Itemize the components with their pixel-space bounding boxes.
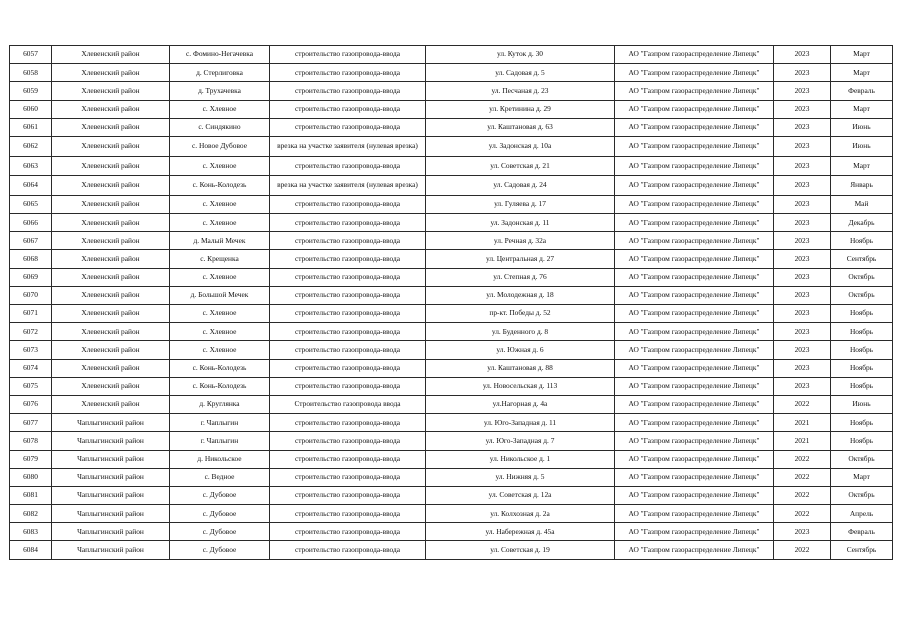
organization-cell: АО "Газпром газораспределение Липецк" — [615, 232, 774, 250]
district-cell: Хлевенский район — [52, 341, 170, 359]
settlement-cell: с. Хлевное — [170, 195, 270, 213]
organization-cell: АО "Газпром газораспределение Липецк" — [615, 541, 774, 559]
month-cell: Ноябрь — [831, 359, 893, 377]
year-cell: 2022 — [774, 505, 831, 523]
table-row — [10, 323, 893, 341]
table-row — [10, 450, 893, 468]
year-cell: 2023 — [774, 341, 831, 359]
address-cell: ул. Советская д. 21 — [426, 157, 615, 175]
table-row — [10, 541, 893, 559]
row-number-cell: 6063 — [10, 157, 52, 175]
address-cell: ул. Садовая д. 24 — [426, 175, 615, 195]
settlement-cell: с. Хлевное — [170, 268, 270, 286]
work-type-cell: строительство газопровода-ввода — [270, 64, 426, 82]
month-cell: Октябрь — [831, 450, 893, 468]
year-cell: 2023 — [774, 232, 831, 250]
address-cell: ул.Нагорная д. 4а — [426, 395, 615, 413]
month-cell: Май — [831, 195, 893, 213]
district-cell: Хлевенский район — [52, 214, 170, 232]
month-cell: Июнь — [831, 118, 893, 136]
row-number-cell: 6060 — [10, 100, 52, 118]
gasification-table — [9, 45, 893, 560]
address-cell: ул. Песчаная д. 23 — [426, 82, 615, 100]
address-cell: ул. Речная д. 32а — [426, 232, 615, 250]
district-cell: Чаплыгинский район — [52, 432, 170, 450]
district-cell: Чаплыгинский район — [52, 450, 170, 468]
organization-cell: АО "Газпром газораспределение Липецк" — [615, 286, 774, 304]
row-number-cell: 6081 — [10, 486, 52, 504]
work-type-cell: строительство газопровода-ввода — [270, 118, 426, 136]
table-row — [10, 359, 893, 377]
address-cell: ул. Каштановая д. 88 — [426, 359, 615, 377]
district-cell: Чаплыгинский район — [52, 468, 170, 486]
year-cell: 2023 — [774, 136, 831, 156]
organization-cell: АО "Газпром газораспределение Липецк" — [615, 359, 774, 377]
year-cell: 2023 — [774, 118, 831, 136]
table-row — [10, 468, 893, 486]
settlement-cell: г. Чаплыгин — [170, 432, 270, 450]
year-cell: 2023 — [774, 157, 831, 175]
settlement-cell: д. Стерлиговка — [170, 64, 270, 82]
year-cell: 2022 — [774, 395, 831, 413]
organization-cell: АО "Газпром газораспределение Липецк" — [615, 486, 774, 504]
organization-cell: АО "Газпром газораспределение Липецк" — [615, 268, 774, 286]
district-cell: Чаплыгинский район — [52, 414, 170, 432]
district-cell: Чаплыгинский район — [52, 505, 170, 523]
settlement-cell: с. Хлевное — [170, 341, 270, 359]
row-number-cell: 6073 — [10, 341, 52, 359]
month-cell: Сентябрь — [831, 541, 893, 559]
settlement-cell: с. Конь-Колодезь — [170, 359, 270, 377]
work-type-cell: строительство газопровода-ввода — [270, 232, 426, 250]
year-cell: 2021 — [774, 432, 831, 450]
work-type-cell: строительство газопровода-ввода — [270, 505, 426, 523]
table-row — [10, 100, 893, 118]
month-cell: Январь — [831, 175, 893, 195]
work-type-cell: строительство газопровода-ввода — [270, 523, 426, 541]
address-cell: ул. Колхозная д. 2а — [426, 505, 615, 523]
month-cell: Ноябрь — [831, 377, 893, 395]
year-cell: 2022 — [774, 486, 831, 504]
address-cell: ул. Советская д. 19 — [426, 541, 615, 559]
month-cell: Июнь — [831, 136, 893, 156]
settlement-cell: с. Хлевное — [170, 157, 270, 175]
table-row — [10, 232, 893, 250]
organization-cell: АО "Газпром газораспределение Липецк" — [615, 118, 774, 136]
row-number-cell: 6068 — [10, 250, 52, 268]
month-cell: Июнь — [831, 395, 893, 413]
district-cell: Хлевенский район — [52, 305, 170, 323]
year-cell: 2023 — [774, 268, 831, 286]
row-number-cell: 6084 — [10, 541, 52, 559]
settlement-cell: с. Хлевное — [170, 305, 270, 323]
work-type-cell: врезка на участке заявителя (нулевая врезка) — [270, 136, 426, 156]
organization-cell: АО "Газпром газораспределение Липецк" — [615, 414, 774, 432]
address-cell: ул. Каштановая д. 63 — [426, 118, 615, 136]
work-type-cell: Строительство газопровода ввода — [270, 395, 426, 413]
month-cell: Февраль — [831, 523, 893, 541]
month-cell: Ноябрь — [831, 305, 893, 323]
address-cell: ул. Куток д. 30 — [426, 46, 615, 64]
district-cell: Хлевенский район — [52, 118, 170, 136]
organization-cell: АО "Газпром газораспределение Липецк" — [615, 157, 774, 175]
table-row — [10, 136, 893, 156]
work-type-cell: строительство газопровода-ввода — [270, 195, 426, 213]
row-number-cell: 6065 — [10, 195, 52, 213]
row-number-cell: 6066 — [10, 214, 52, 232]
work-type-cell: строительство газопровода-ввода — [270, 323, 426, 341]
month-cell: Март — [831, 157, 893, 175]
year-cell: 2023 — [774, 359, 831, 377]
organization-cell: АО "Газпром газораспределение Липецк" — [615, 395, 774, 413]
settlement-cell: д. Трухачевка — [170, 82, 270, 100]
settlement-cell: с. Новое Дубовое — [170, 136, 270, 156]
year-cell: 2023 — [774, 523, 831, 541]
settlement-cell: д. Большой Мечек — [170, 286, 270, 304]
district-cell: Хлевенский район — [52, 250, 170, 268]
row-number-cell: 6058 — [10, 64, 52, 82]
district-cell: Чаплыгинский район — [52, 523, 170, 541]
district-cell: Хлевенский район — [52, 359, 170, 377]
row-number-cell: 6071 — [10, 305, 52, 323]
year-cell: 2023 — [774, 305, 831, 323]
work-type-cell: строительство газопровода-ввода — [270, 341, 426, 359]
work-type-cell: строительство газопровода-ввода — [270, 468, 426, 486]
district-cell: Чаплыгинский район — [52, 486, 170, 504]
work-type-cell: строительство газопровода-ввода — [270, 268, 426, 286]
year-cell: 2023 — [774, 250, 831, 268]
row-number-cell: 6078 — [10, 432, 52, 450]
address-cell: ул. Никольское д. 1 — [426, 450, 615, 468]
month-cell: Март — [831, 468, 893, 486]
table-row — [10, 432, 893, 450]
address-cell: ул. Задонская д. 11 — [426, 214, 615, 232]
district-cell: Хлевенский район — [52, 286, 170, 304]
address-cell: ул. Юго-Западная д. 7 — [426, 432, 615, 450]
row-number-cell: 6080 — [10, 468, 52, 486]
address-cell: ул. Буденного д. 8 — [426, 323, 615, 341]
district-cell: Хлевенский район — [52, 64, 170, 82]
work-type-cell: строительство газопровода-ввода — [270, 432, 426, 450]
month-cell: Ноябрь — [831, 414, 893, 432]
district-cell: Хлевенский район — [52, 232, 170, 250]
year-cell: 2023 — [774, 64, 831, 82]
table-body — [10, 46, 893, 560]
district-cell: Хлевенский район — [52, 46, 170, 64]
address-cell: ул. Юго-Западная д. 11 — [426, 414, 615, 432]
row-number-cell: 6061 — [10, 118, 52, 136]
settlement-cell: с. Дубовое — [170, 523, 270, 541]
table-row — [10, 82, 893, 100]
work-type-cell: врезка на участке заявителя (нулевая врезка) — [270, 175, 426, 195]
address-cell: пр-кт. Победы д. 52 — [426, 305, 615, 323]
district-cell: Хлевенский район — [52, 175, 170, 195]
settlement-cell: с. Дубовое — [170, 505, 270, 523]
year-cell: 2023 — [774, 46, 831, 64]
row-number-cell: 6059 — [10, 82, 52, 100]
row-number-cell: 6064 — [10, 175, 52, 195]
month-cell: Апрель — [831, 505, 893, 523]
address-cell: ул. Нижняя д. 5 — [426, 468, 615, 486]
organization-cell: АО "Газпром газораспределение Липецк" — [615, 305, 774, 323]
work-type-cell: строительство газопровода-ввода — [270, 359, 426, 377]
month-cell: Декабрь — [831, 214, 893, 232]
table-row — [10, 286, 893, 304]
organization-cell: АО "Газпром газораспределение Липецк" — [615, 432, 774, 450]
work-type-cell: строительство газопровода-ввода — [270, 157, 426, 175]
district-cell: Хлевенский район — [52, 136, 170, 156]
district-cell: Хлевенский район — [52, 82, 170, 100]
work-type-cell: строительство газопровода-ввода — [270, 414, 426, 432]
district-cell: Чаплыгинский район — [52, 541, 170, 559]
table-row — [10, 157, 893, 175]
address-cell: ул. Южная д. 6 — [426, 341, 615, 359]
address-cell: ул. Набережная д. 45а — [426, 523, 615, 541]
organization-cell: АО "Газпром газораспределение Липецк" — [615, 82, 774, 100]
address-cell: ул. Степная д. 76 — [426, 268, 615, 286]
table-row — [10, 64, 893, 82]
year-cell: 2022 — [774, 450, 831, 468]
settlement-cell: д. Малый Мечек — [170, 232, 270, 250]
organization-cell: АО "Газпром газораспределение Липецк" — [615, 468, 774, 486]
row-number-cell: 6076 — [10, 395, 52, 413]
organization-cell: АО "Газпром газораспределение Липецк" — [615, 195, 774, 213]
table-row — [10, 118, 893, 136]
table-row — [10, 46, 893, 64]
settlement-cell: с. Синдякино — [170, 118, 270, 136]
settlement-cell: с. Крещенка — [170, 250, 270, 268]
month-cell: Сентябрь — [831, 250, 893, 268]
year-cell: 2021 — [774, 414, 831, 432]
address-cell: ул. Центральная д. 27 — [426, 250, 615, 268]
month-cell: Ноябрь — [831, 232, 893, 250]
year-cell: 2022 — [774, 468, 831, 486]
table-row — [10, 505, 893, 523]
year-cell: 2023 — [774, 195, 831, 213]
row-number-cell: 6083 — [10, 523, 52, 541]
settlement-cell: с. Ведное — [170, 468, 270, 486]
month-cell: Ноябрь — [831, 323, 893, 341]
year-cell: 2023 — [774, 82, 831, 100]
address-cell: ул. Задонская д. 10а — [426, 136, 615, 156]
organization-cell: АО "Газпром газораспределение Липецк" — [615, 250, 774, 268]
settlement-cell: д. Никольское — [170, 450, 270, 468]
row-number-cell: 6077 — [10, 414, 52, 432]
table-row — [10, 195, 893, 213]
month-cell: Октябрь — [831, 286, 893, 304]
work-type-cell: строительство газопровода-ввода — [270, 377, 426, 395]
settlement-cell: с. Фомино-Негачевка — [170, 46, 270, 64]
organization-cell: АО "Газпром газораспределение Липецк" — [615, 46, 774, 64]
month-cell: Октябрь — [831, 486, 893, 504]
address-cell: ул. Гуляева д. 17 — [426, 195, 615, 213]
district-cell: Хлевенский район — [52, 377, 170, 395]
address-cell: ул. Советская д. 12а — [426, 486, 615, 504]
row-number-cell: 6070 — [10, 286, 52, 304]
organization-cell: АО "Газпром газораспределение Липецк" — [615, 523, 774, 541]
address-cell: ул. Новосельская д. 113 — [426, 377, 615, 395]
settlement-cell: с. Хлевное — [170, 323, 270, 341]
district-cell: Хлевенский район — [52, 100, 170, 118]
settlement-cell: с. Конь-Колодезь — [170, 175, 270, 195]
district-cell: Хлевенский район — [52, 323, 170, 341]
settlement-cell: д. Круглянка — [170, 395, 270, 413]
table-row — [10, 486, 893, 504]
row-number-cell: 6075 — [10, 377, 52, 395]
district-cell: Хлевенский район — [52, 195, 170, 213]
work-type-cell: строительство газопровода-ввода — [270, 450, 426, 468]
month-cell: Ноябрь — [831, 432, 893, 450]
settlement-cell: г. Чаплыгин — [170, 414, 270, 432]
row-number-cell: 6062 — [10, 136, 52, 156]
district-cell: Хлевенский район — [52, 157, 170, 175]
month-cell: Ноябрь — [831, 341, 893, 359]
month-cell: Март — [831, 46, 893, 64]
table-row — [10, 305, 893, 323]
work-type-cell: строительство газопровода-ввода — [270, 250, 426, 268]
organization-cell: АО "Газпром газораспределение Липецк" — [615, 64, 774, 82]
organization-cell: АО "Газпром газораспределение Липецк" — [615, 323, 774, 341]
table-row — [10, 341, 893, 359]
row-number-cell: 6074 — [10, 359, 52, 377]
work-type-cell: строительство газопровода-ввода — [270, 305, 426, 323]
year-cell: 2023 — [774, 175, 831, 195]
address-cell: ул. Кретинина д. 29 — [426, 100, 615, 118]
settlement-cell: с. Хлевное — [170, 100, 270, 118]
month-cell: Март — [831, 64, 893, 82]
year-cell: 2023 — [774, 323, 831, 341]
organization-cell: АО "Газпром газораспределение Липецк" — [615, 136, 774, 156]
year-cell: 2023 — [774, 377, 831, 395]
row-number-cell: 6067 — [10, 232, 52, 250]
organization-cell: АО "Газпром газораспределение Липецк" — [615, 505, 774, 523]
organization-cell: АО "Газпром газораспределение Липецк" — [615, 214, 774, 232]
settlement-cell: с. Хлевное — [170, 214, 270, 232]
table-row — [10, 395, 893, 413]
table-row — [10, 250, 893, 268]
settlement-cell: с. Конь-Колодезь — [170, 377, 270, 395]
address-cell: ул. Молодежная д. 18 — [426, 286, 615, 304]
district-cell: Хлевенский район — [52, 268, 170, 286]
table-row — [10, 523, 893, 541]
organization-cell: АО "Газпром газораспределение Липецк" — [615, 377, 774, 395]
work-type-cell: строительство газопровода-ввода — [270, 46, 426, 64]
organization-cell: АО "Газпром газораспределение Липецк" — [615, 450, 774, 468]
table-row — [10, 268, 893, 286]
month-cell: Октябрь — [831, 268, 893, 286]
year-cell: 2022 — [774, 541, 831, 559]
settlement-cell: с. Дубовое — [170, 486, 270, 504]
table-row — [10, 175, 893, 195]
settlement-cell: с. Дубовое — [170, 541, 270, 559]
work-type-cell: строительство газопровода-ввода — [270, 486, 426, 504]
work-type-cell: строительство газопровода-ввода — [270, 82, 426, 100]
year-cell: 2023 — [774, 214, 831, 232]
month-cell: Февраль — [831, 82, 893, 100]
organization-cell: АО "Газпром газораспределение Липецк" — [615, 100, 774, 118]
work-type-cell: строительство газопровода-ввода — [270, 286, 426, 304]
work-type-cell: строительство газопровода-ввода — [270, 541, 426, 559]
organization-cell: АО "Газпром газораспределение Липецк" — [615, 175, 774, 195]
table-row — [10, 377, 893, 395]
month-cell: Март — [831, 100, 893, 118]
table-row — [10, 414, 893, 432]
organization-cell: АО "Газпром газораспределение Липецк" — [615, 341, 774, 359]
work-type-cell: строительство газопровода-ввода — [270, 100, 426, 118]
row-number-cell: 6069 — [10, 268, 52, 286]
row-number-cell: 6079 — [10, 450, 52, 468]
year-cell: 2023 — [774, 286, 831, 304]
row-number-cell: 6057 — [10, 46, 52, 64]
year-cell: 2023 — [774, 100, 831, 118]
address-cell: ул. Садовая д. 5 — [426, 64, 615, 82]
district-cell: Хлевенский район — [52, 395, 170, 413]
row-number-cell: 6082 — [10, 505, 52, 523]
row-number-cell: 6072 — [10, 323, 52, 341]
table-row — [10, 214, 893, 232]
work-type-cell: строительство газопровода-ввода — [270, 214, 426, 232]
